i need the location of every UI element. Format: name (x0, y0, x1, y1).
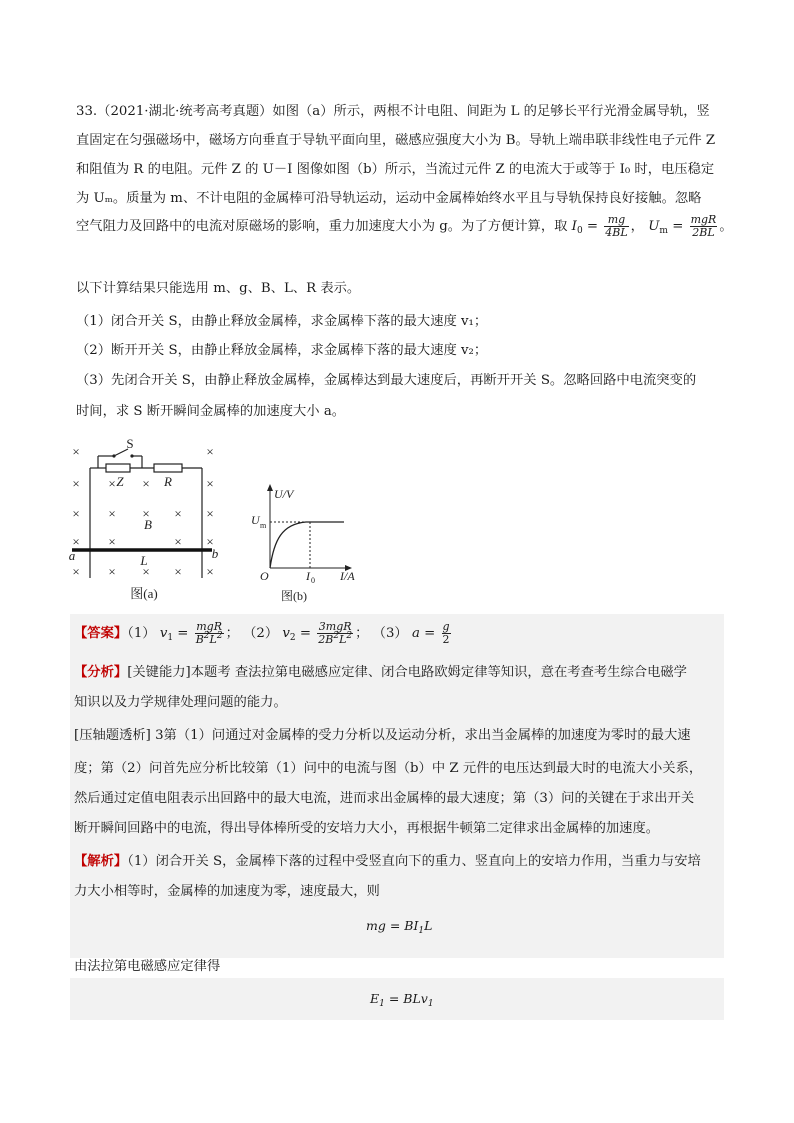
element-z (106, 464, 130, 472)
question-line-6: 以下计算结果只能选用 m、g、B、L、R 表示。 (76, 281, 361, 296)
answer-tag: 【答案】 (74, 626, 128, 641)
svg-text:×: × (206, 506, 214, 521)
analysis-line-6: 断开瞬间回路中的电流，得出导体棒所受的安培力大小，再根据牛顿第二定律求出金属棒的加速度。 (74, 821, 660, 836)
analysis-line-3: [压轴题透析] 3第（1）问通过对金属棒的受力分析以及运动分析，求出当金属棒的加速度为零时的最大速 (74, 728, 691, 743)
svg-text:×: × (72, 444, 80, 459)
question-text-1: 如图（a）所示，两根不计电阻、间距为 L 的足够长平行光滑金属导轨，竖 (272, 104, 710, 119)
svg-text:×: × (72, 564, 80, 579)
svg-text:×: × (206, 534, 214, 549)
question-text-5: 空气阻力及回路中的电流对原磁场的影响，重力加速度大小为 g。为了方便计算，取 (76, 219, 568, 234)
x-axis-label: I/A (340, 569, 355, 583)
question-line-4: 为 Uₘ。质量为 m、不计电阻的金属棒可沿导轨运动，运动中金属棒始终水平且与导轨保持良好接触。忽略 (76, 191, 702, 206)
answer-v2-formula: $\frac{\text{3mgR}}{2B^2L^2}$ (318, 620, 353, 646)
solution-line-1 (74, 853, 701, 871)
answer-a-formula: $\frac{g}{2}$ (442, 620, 450, 646)
answer-v1-formula: $\frac{\text{mgR}}{B^2L^2}$ (195, 620, 223, 646)
question-part-3: （3）先闭合开关 S，由静止释放金属棒，金属棒达到最大速度后，再断开开关 S。忽略回路中电流突变的 (76, 373, 697, 388)
question-part-3-cont: 时间，求 S 断开瞬间金属棒的加速度大小 a。 (76, 404, 346, 419)
svg-text:×: × (142, 476, 150, 491)
svg-text:×: × (142, 564, 150, 579)
figure-b-caption: 图(b) (281, 589, 307, 603)
question-line-2: 直固定在匀强磁场中，磁场方向垂直于导轨平面向里，磁感应强度大小为 B。导轨上端串联非线性电子元件 Z (76, 133, 716, 148)
answer-part-3: （3） (372, 626, 408, 641)
faraday-line: 由法拉第电磁感应定律得 (74, 959, 221, 974)
figure-a-circuit (66, 438, 226, 608)
solution-tag: 【解析】 (74, 854, 128, 869)
svg-text:×: × (72, 534, 80, 549)
analysis-line-1 (74, 664, 687, 682)
question-part-1: （1）闭合开关 S，由静止释放金属棒，求金属棒下落的最大速度 v₁； (76, 314, 488, 329)
label-b: B (144, 517, 152, 532)
question-line-5: 空气阻力及回路中的电流对原磁场的影响，重力加速度大小为 g。为了方便计算，取 $I_0$ = $\frac{mg}{4BL}$ ， $U_m$ = $\frac{\text{mgR}}{2BL}$ 。 (76, 213, 733, 239)
svg-text:×: × (206, 476, 214, 491)
analysis-line-5: 然后通过定值电阻表示出回路中的最大电流，进而求出金属棒的最大速度；第（3）问的关键在于求出开关 (74, 791, 695, 806)
um-formula: $\frac{\text{mgR}}{2BL}$ (690, 213, 717, 239)
label-b-end: b (211, 546, 219, 561)
solution-text-1: （1）闭合开关 S，金属棒下落的过程中受竖直向下的重力、竖直向上的安培力作用，当重力与安培 (127, 854, 701, 869)
resistor-r (154, 464, 182, 472)
iu-curve (270, 522, 344, 568)
answer-line: 【答案】（1） $v_1$ = $\frac{\text{mgR}}{B^2L^2}$ ； （2） $v_2$ = $\frac{\text{3mgR}}{2B^2L^2}$ ； （3） a = $\frac{g}{2}$ (74, 620, 450, 646)
i0-sub: 0 (311, 576, 315, 585)
answer-part-2: （2） (243, 626, 279, 641)
figure-b-graph (248, 480, 368, 608)
label-s: S (126, 438, 134, 451)
svg-text:×: × (174, 506, 182, 521)
svg-text:×: × (174, 564, 182, 579)
label-a: a (68, 548, 76, 563)
question-line-1 (76, 103, 710, 121)
figure-a-caption: 图(a) (130, 586, 158, 601)
svg-text:×: × (108, 506, 116, 521)
svg-text:×: × (108, 476, 116, 491)
svg-text:×: × (206, 564, 214, 579)
svg-text:×: × (108, 534, 116, 549)
analysis-tag: 【分析】 (74, 665, 128, 680)
solution-line-2: 力大小相等时，金属棒的加速度为零，速度最大，则 (74, 884, 380, 899)
question-source: （2021·湖北·统考高考真题） (97, 104, 273, 119)
equation-emf: $E_1 = BLv_1$ (370, 991, 434, 1009)
svg-text:×: × (206, 444, 214, 459)
label-l: L (140, 553, 148, 568)
svg-text:×: × (72, 506, 80, 521)
label-r: R (164, 474, 172, 489)
um-sub: m (260, 521, 267, 530)
equation-force-balance: mg = $BI_1L$ (366, 918, 433, 936)
analysis-line-2: 知识以及力学规律处理问题的能力。 (74, 695, 287, 710)
label-z: Z (116, 474, 124, 489)
answer-part-1: （1） (127, 626, 156, 641)
svg-text:×: × (72, 476, 80, 491)
analysis-line-4: 度；第（2）问首先应分析比较第（1）问中的电流与图（b）中 Z 元件的电压达到最大时的电流大小关系， (74, 761, 703, 776)
y-axis-label: U/V (274, 487, 294, 501)
i0-label: I (306, 569, 310, 583)
svg-text:×: × (108, 564, 116, 579)
question-line-3: 和阻值为 R 的电阻。元件 Z 的 U－I 图像如图（b）所示，当流过元件 Z 的电流大于或等于 I₀ 时，电压稳定 (76, 162, 715, 177)
analysis-text-1: [关键能力]本题考 查法拉第电磁感应定律、闭合电路欧姆定律等知识，意在考查考生综合电磁学 (127, 665, 687, 680)
svg-text:×: × (142, 506, 150, 521)
question-number: 33. (76, 104, 98, 119)
svg-text:×: × (174, 534, 182, 549)
um-label: U (251, 513, 260, 527)
i0-formula: $\frac{mg}{4BL}$ (605, 213, 628, 239)
question-part-2: （2）断开开关 S，由静止释放金属棒，求金属棒下落的最大速度 v₂； (76, 343, 488, 358)
origin-label: O (260, 569, 269, 583)
